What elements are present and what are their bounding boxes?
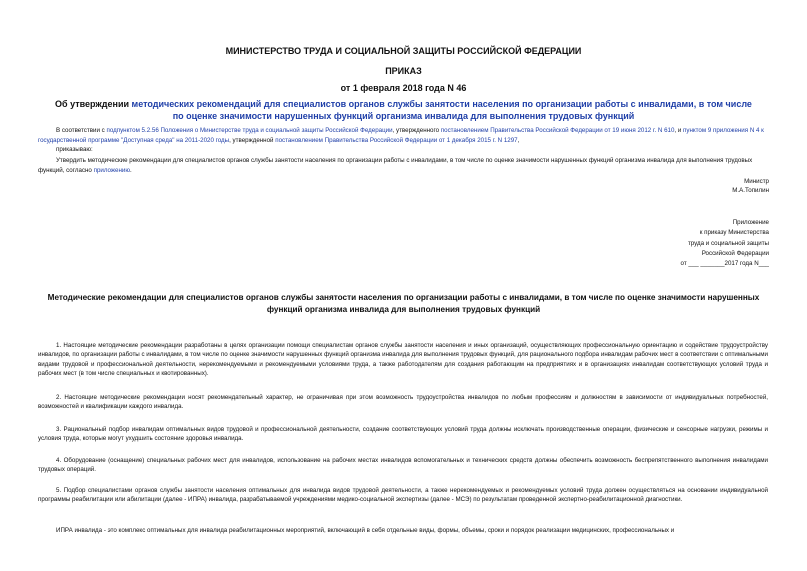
preamble-paragraph xyxy=(38,126,768,155)
appendix-line: к приказу Министерства xyxy=(699,229,769,237)
recommendation-paragraph-1: 1. Настоящие методические рекомендации разработаны в целях организации помощи специалистам органов службы занятости населения и иных организаций, осуществляющих профессиональную ориентацию и содействие трудоустройству инвалидов, по организации работы с инвалидами, в том числе по оценке значимости нарушенных функций организма инвалида для выполнения трудовых функций, для рационального подбора инвалидам рабочих мест в соответствии с оптимальными видами трудовой и профессиональной деятельности, нерекомендуемыми и рекомендуемыми условиями труда, а также работодателям для создания работающим на предприятиях и в организациях инвалидам соответствующих условий труда и рабочих мест (в том числе специальных и квотированных). xyxy=(38,342,768,377)
signature-role: Министр xyxy=(744,178,769,185)
recommendation-paragraph-3: 3. Рациональный подбор инвалидам оптимальных видов трудовой и профессиональной деятельности, создание соответствующих условий труда должны исключать производственные операции, физические и сенсорные нагрузки, режимы и условия труда, которые могут ухудшить состояние здоровья инвалида. xyxy=(38,426,768,443)
appendix-line: труда и социальной защиты xyxy=(687,239,769,247)
recommendations-title: Методические рекомендации для специалистов органов службы занятости населения по организации работы с инвалидами, в том числе по оценке значимости нарушенных функций организма инвалида для выполнения трудовых функций xyxy=(47,293,760,314)
preamble-text-2: , утвержденного xyxy=(392,127,441,134)
preamble-link-resolution-610[interactable]: постановлением Правительства Российской Федерации от 19 июня 2012 г. N 610 xyxy=(440,127,675,134)
recommendation-paragraph-6: ИПРА инвалида - это комплекс оптимальных для инвалида реабилитационных мероприятий, включающий в себя отдельные виды, формы, объемы, сроки и порядок реализации медицинских, профессиональных и xyxy=(56,527,675,534)
preamble-text-3: , и xyxy=(674,127,684,134)
preamble-text xyxy=(38,126,768,145)
approve-end: . xyxy=(130,166,132,174)
preamble-link-regulation[interactable]: подпунктом 5.2.56 Положения о Министерстве труда и социальной защиты Российской Федерации xyxy=(106,127,393,134)
approve-appendix-link[interactable]: приложению xyxy=(93,166,130,174)
ministry-heading: МИНИСТЕРСТВО ТРУДА И СОЦИАЛЬНОЙ ЗАЩИТЫ РОССИЙСКОЙ ФЕДЕРАЦИИ xyxy=(225,46,582,56)
appendix-line: Приложение xyxy=(732,219,769,226)
order-title-prefix: Об утверждении xyxy=(55,99,132,109)
preamble-text-4: , утвержденной xyxy=(229,136,276,144)
appendix-line: Российской Федерации xyxy=(701,249,769,257)
signature-name: М.А.Топилин xyxy=(732,187,769,194)
approve-text: Утвердить методические рекомендации для специалистов органов службы занятости населения по организации работы с инвалидами, в том числе по оценке значимости нарушенных функций организма инвалида для выполнения трудовых функций, согласно xyxy=(38,157,753,174)
appendix-header xyxy=(609,218,769,269)
preamble-text-1: В соответствии с xyxy=(56,127,107,134)
order-title-link[interactable]: методических рекомендаций для специалистов органов службы занятости населения по организации работы с инвалидами, в том числе по оценке значимости нарушенных функций организма инвалида для выполнения трудовых функций xyxy=(131,99,752,121)
preamble-link-resolution-1297[interactable]: постановлением Правительства Российской Федерации от 1 декабря 2015 г. N 1297 xyxy=(275,136,518,144)
preamble-order-word: приказываю: xyxy=(56,146,93,153)
recommendation-paragraph-5: 5. Подбор специалистами органов службы занятости населения оптимальных для инвалида видов трудовой деятельности, а также нерекомендуемых и рекомендуемых условий труда должен осуществляться на основании индивидуальной программы реабилитации или абилитации (далее - ИПРА) инвалида, разрабатываемой учреждениями медико-социальной экспертизы (далее - МСЭ) по результатам проведенной экспертно-реабилитационной диагностики. xyxy=(38,487,768,504)
recommendation-paragraph-4: 4. Оборудование (оснащение) специальных рабочих мест для инвалидов, использование на рабочих местах инвалидов вспомогательных и технических средств должны обеспечить возможность беспрепятственного выполнения инвалидами трудовых операций. xyxy=(38,457,768,474)
recommendation-paragraph-2: 2. Настоящие методические рекомендации носят рекомендательный характер, не ограничивая при этом возможность трудоустройства инвалидов по любым профессиям и должностям в зависимости от индивидуальных потребностей, возможностей и квалификации каждого инвалида. xyxy=(38,394,768,411)
appendix-line: от ___ _______2017 года N___ xyxy=(680,260,769,268)
approve-paragraph xyxy=(38,156,768,175)
document-date: от 1 февраля 2018 года N 46 xyxy=(340,83,467,93)
document-type: ПРИКАЗ xyxy=(385,66,422,76)
preamble-text-5: , xyxy=(517,136,520,144)
preamble-link-program[interactable]: пунктом 9 приложения N 4 к государственной программе "Доступная среда" на 2011-2020 годы xyxy=(38,127,764,144)
order-title xyxy=(50,98,757,122)
